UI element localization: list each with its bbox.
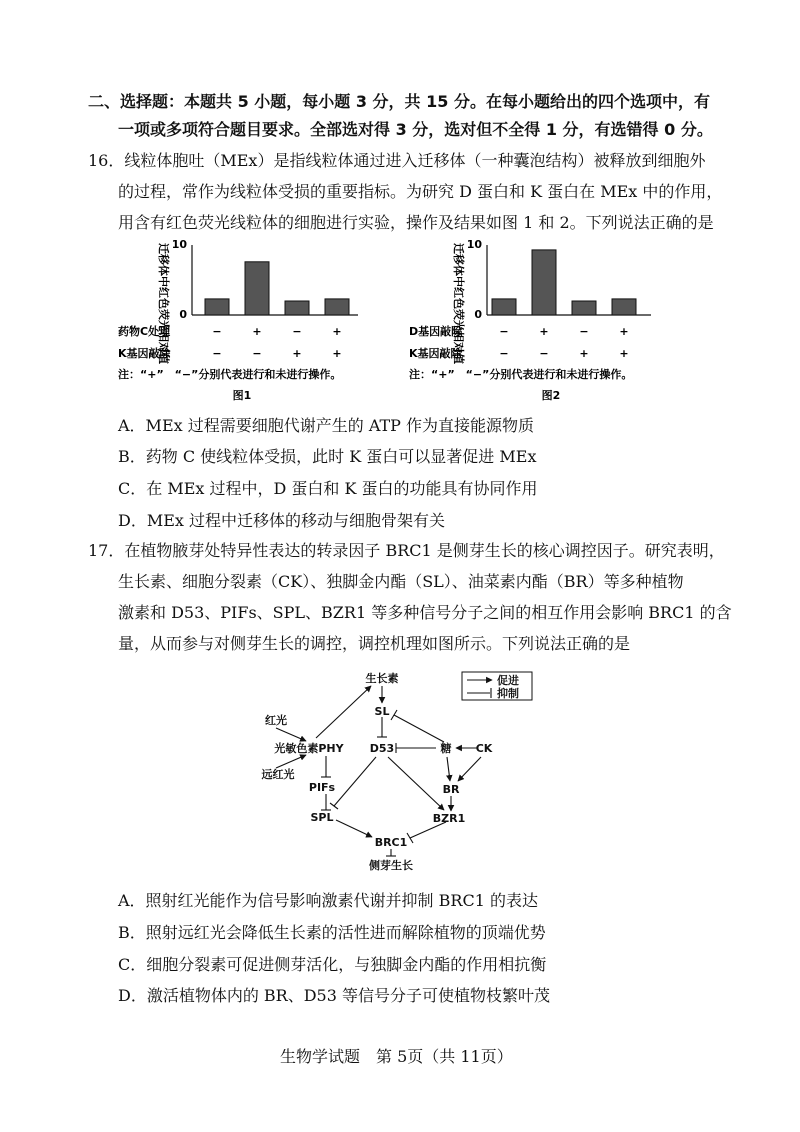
node-sugar: 糖 bbox=[440, 742, 452, 755]
chart-2-sign-r2-c2: − bbox=[539, 347, 549, 360]
chart-1-row-label-1: 药物C处理 bbox=[118, 325, 171, 338]
node-pifs: PIFs bbox=[308, 781, 336, 794]
edge-d53-bzr1 bbox=[388, 757, 444, 810]
chart-1-sign-r2-c3: + bbox=[292, 347, 302, 360]
chart-1-sign-r1-c4: + bbox=[332, 325, 342, 338]
q17-option-b[interactable]: B．照射远红光会降低生长素的活性进而解除植物的顶端优势 bbox=[118, 923, 546, 942]
q17-stem-line-1: 17．在植物腋芽处特异性表达的转录因子 BRC1 是侧芽生长的核心调控因子。研究表明， bbox=[88, 541, 725, 560]
chart-1-bar-3 bbox=[285, 301, 309, 315]
regulation-diagram bbox=[0, 660, 800, 880]
chart-2-sign-r1-c1: − bbox=[499, 325, 509, 338]
chart-1-note: 注：“+” “−”分别代表进行和未进行操作。 bbox=[118, 368, 342, 381]
chart-1-sign-r2-c1: − bbox=[212, 347, 222, 360]
edge-red-phy bbox=[276, 728, 306, 741]
chart-2-sign-r1-c2: + bbox=[539, 325, 549, 338]
chart-2-sign-r2-c4: + bbox=[619, 347, 629, 360]
q16-option-d[interactable]: D．MEx 过程中迁移体的移动与细胞骨架有关 bbox=[118, 511, 446, 530]
edge-farred-phy bbox=[276, 755, 306, 768]
node-bzr1: BZR1 bbox=[432, 812, 466, 825]
chart-1-sign-r1-c3: − bbox=[292, 325, 302, 338]
q16-option-a[interactable]: A．MEx 过程需要细胞代谢产生的 ATP 作为直接能源物质 bbox=[118, 416, 535, 435]
node-lateral-bud: 侧芽生长 bbox=[369, 859, 413, 872]
node-red-light: 红光 bbox=[265, 714, 287, 727]
q16-stem-line-3: 用含有红色荧光线粒体的细胞进行实验，操作及结果如图 1 和 2。下列说法正确的是 bbox=[118, 213, 714, 232]
edge-sugar-sl bbox=[394, 715, 444, 742]
chart-1-sign-r1-c2: + bbox=[252, 325, 262, 338]
chart-1-sign-r2-c4: + bbox=[332, 347, 342, 360]
node-phy: 光敏色素PHY bbox=[274, 742, 344, 755]
q16-option-b[interactable]: B．药物 C 使线粒体受损，此时 K 蛋白可以显著促进 MEx bbox=[118, 447, 537, 466]
edge-spl-brc1 bbox=[336, 820, 372, 837]
chart-2-caption: 图2 bbox=[541, 389, 561, 402]
node-d53: D53 bbox=[369, 742, 395, 755]
section-header-line-2: 一项或多项符合题目要求。全部选对得 3 分，选对但不全得 1 分，有选错得 0 分。 bbox=[118, 120, 713, 139]
chart-2-row-label-2: K基因敲除 bbox=[409, 347, 462, 360]
edge-sugar-br bbox=[447, 757, 450, 781]
q17-option-a[interactable]: A．照射红光能作为信号影响激素代谢并抑制 BRC1 的表达 bbox=[118, 891, 538, 910]
legend-inhibit-label: 抑制 bbox=[497, 687, 519, 700]
edge-sugar-sl-bar bbox=[391, 710, 397, 720]
chart-2-bars bbox=[492, 250, 636, 315]
node-sl: SL bbox=[374, 705, 390, 718]
node-far-red: 远红光 bbox=[261, 768, 295, 781]
node-ck: CK bbox=[475, 742, 493, 755]
chart-1-ylabel: 迁移体中红色荧光相对值 bbox=[157, 243, 170, 364]
chart-2-sign-r1-c3: − bbox=[579, 325, 589, 338]
chart-2-ylabel: 迁移体中红色荧光相对值 bbox=[452, 243, 465, 364]
chart-1-ytick-bottom: 0 bbox=[179, 308, 187, 321]
chart-1-bar-4 bbox=[325, 299, 349, 315]
edge-d53-spl bbox=[334, 757, 376, 806]
figure-charts bbox=[0, 235, 800, 410]
chart-1-bar-1 bbox=[205, 299, 229, 315]
chart-1-sign-r1-c1: − bbox=[212, 325, 222, 338]
chart-1-sign-r2-c2: − bbox=[252, 347, 262, 360]
node-auxin: 生长素 bbox=[365, 672, 399, 685]
chart-1-bar-2 bbox=[245, 262, 269, 315]
chart-2-bar-2 bbox=[532, 250, 556, 315]
chart-2-note: 注：“+” “−”分别代表进行和未进行操作。 bbox=[409, 368, 633, 381]
node-brc1: BRC1 bbox=[374, 836, 408, 849]
node-br: BR bbox=[442, 783, 460, 796]
edge-bzr1-brc1-bar bbox=[407, 833, 413, 843]
legend-promote-label: 促进 bbox=[497, 674, 519, 687]
chart-2-bar-4 bbox=[612, 299, 636, 315]
chart-2-sign-r1-c4: + bbox=[619, 325, 629, 338]
q17-option-d[interactable]: D．激活植物体内的 BR、D53 等信号分子可使植物枝繁叶茂 bbox=[118, 986, 550, 1005]
q17-stem-line-3: 激素和 D53、PIFs、SPL、BZR1 等多种信号分子之间的相互作用会影响 BRC1 的含 bbox=[118, 603, 732, 622]
q16-stem-line-2: 的过程，常作为线粒体受损的重要指标。为研究 D 蛋白和 K 蛋白在 MEx 中的作用， bbox=[118, 182, 723, 201]
edge-ck-br bbox=[458, 757, 481, 781]
page-footer: 生物学试题 第 5页（共 11页） bbox=[280, 1047, 513, 1066]
chart-2-ytick-bottom: 0 bbox=[474, 308, 482, 321]
chart-2-sign-r2-c1: − bbox=[499, 347, 509, 360]
chart-1 bbox=[118, 238, 358, 402]
q17-stem-line-2: 生长素、细胞分裂素（CK）、独脚金内酯（SL）、油菜素内酯（BR）等多种植物 bbox=[118, 572, 684, 591]
chart-2-bar-3 bbox=[572, 301, 596, 315]
q17-stem-line-4: 量，从而参与对侧芽生长的调控，调控机理如图所示。下列说法正确的是 bbox=[118, 634, 631, 653]
edge-d53-spl-bar bbox=[330, 803, 338, 809]
chart-2-row-label-1: D基因敲除 bbox=[409, 325, 463, 338]
chart-1-caption: 图1 bbox=[232, 389, 252, 402]
q17-option-c[interactable]: C．细胞分裂素可促进侧芽活化，与独脚金内酯的作用相抗衡 bbox=[118, 955, 547, 974]
chart-2 bbox=[409, 238, 651, 402]
chart-1-signs bbox=[212, 325, 341, 360]
q16-option-c[interactable]: C．在 MEx 过程中，D 蛋白和 K 蛋白的功能具有协同作用 bbox=[118, 479, 538, 498]
chart-1-row-label-2: K基因敲除 bbox=[118, 347, 171, 360]
chart-2-sign-r2-c3: + bbox=[579, 347, 589, 360]
edge-phy-auxin bbox=[316, 686, 371, 738]
chart-2-ytick-top: 10 bbox=[466, 238, 482, 251]
chart-2-signs bbox=[499, 325, 628, 360]
section-header-line-1: 二、选择题：本题共 5 小题，每小题 3 分，共 15 分。在每小题给出的四个选项中，有 bbox=[88, 92, 710, 111]
chart-2-bar-1 bbox=[492, 299, 516, 315]
chart-1-bars bbox=[205, 262, 349, 315]
node-spl: SPL bbox=[310, 811, 334, 824]
q16-stem-line-1: 16．线粒体胞吐（MEx）是指线粒体通过进入迁移体（一种囊泡结构）被释放到细胞外 bbox=[88, 151, 706, 170]
chart-1-ytick-top: 10 bbox=[171, 238, 187, 251]
